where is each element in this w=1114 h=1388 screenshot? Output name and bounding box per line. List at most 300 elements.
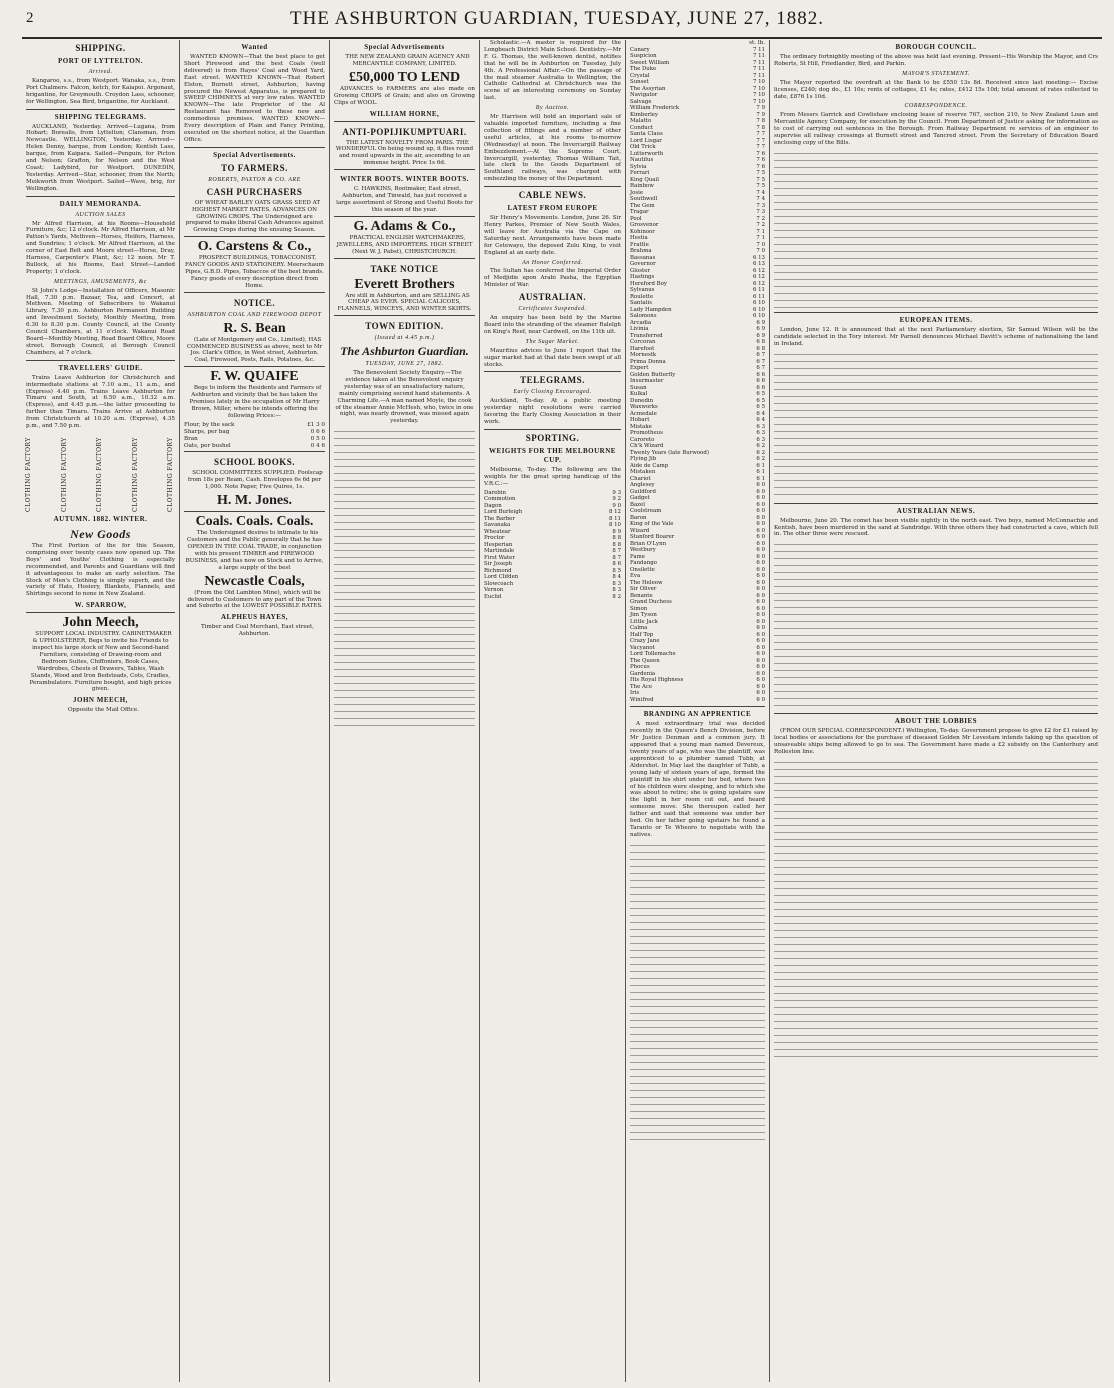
column-wanted bbox=[180, 40, 330, 1382]
horse-weight: 7 8 bbox=[756, 124, 765, 131]
john-meech-text: SUPPORT LOCAL INDUSTRY. CABINETMAKER & UPHOLSTERER, Begs to invite his Friends to inspect his large stock of New and Second-hand Furniture, consisting of Drawing-room and Bedroom Suites, Chiffoniers, Book Cases, Wardrobes, Chests of Drawers, Tables, Wash Stands, Wood and Iron Bedsteads, Cots, Cradles, Perambulators. Furniture bought, and high prices given. bbox=[29, 631, 172, 693]
horse-name: Tragar bbox=[630, 209, 649, 216]
horse-weight: 6 6 bbox=[756, 384, 765, 391]
heading-cable-news: CABLE NEWS. bbox=[518, 190, 587, 201]
horse-name: Wizard bbox=[630, 527, 650, 534]
horse-weight: 7 6 bbox=[756, 163, 765, 170]
horse-name: First Water bbox=[484, 554, 515, 561]
horse-weight: 6 7 bbox=[756, 358, 765, 365]
horse-name: Mistaken bbox=[630, 469, 656, 476]
heading-telegrams: TELEGRAMS. bbox=[520, 375, 585, 386]
page-number: 2 bbox=[26, 10, 35, 26]
horse-name: Navigator bbox=[630, 92, 658, 99]
price-row bbox=[184, 443, 325, 450]
horse-weight: 7 10 bbox=[752, 92, 765, 99]
horse-weight: 7 3 bbox=[756, 202, 765, 209]
horse-name: Golden Butterfly bbox=[630, 371, 676, 378]
heading-auction-sales: AUCTION SALES bbox=[75, 211, 126, 218]
horse-weight: 6 12 bbox=[752, 280, 765, 287]
horse-weight: 7 3 bbox=[756, 209, 765, 216]
horse-weight: 7 1 bbox=[756, 235, 765, 242]
horse-weight: 6 0 bbox=[756, 651, 765, 658]
horse-name: Lord Lisgar bbox=[630, 137, 662, 144]
horse-name: Vernon bbox=[484, 587, 504, 594]
guardian-title: The Ashburton Guardian. bbox=[340, 344, 469, 359]
horse-name: Anglesey bbox=[630, 482, 655, 489]
horse-name: Livinia bbox=[630, 326, 649, 333]
text-body bbox=[334, 427, 475, 727]
horse-weight: 6 13 bbox=[752, 261, 765, 268]
horse-name: The Barber bbox=[484, 515, 515, 522]
horse-weight: 7 4 bbox=[756, 189, 765, 196]
horse-name: Kimberley bbox=[630, 111, 659, 118]
horse-name: Frattle bbox=[630, 241, 649, 248]
horse-name: The Queen bbox=[630, 657, 660, 664]
newcastle-title: Newcastle Coals, bbox=[204, 573, 305, 589]
price-value: 0 6 6 bbox=[310, 428, 325, 435]
horse-weight: 6 0 bbox=[756, 573, 765, 580]
horse-weight: 6 4 bbox=[756, 410, 765, 417]
hayes-address: Timber and Coal Merchant, East street, Ashburton. bbox=[201, 624, 314, 638]
horse-name: Gadget bbox=[630, 495, 650, 502]
price-item: Oats, per bushel bbox=[184, 442, 231, 449]
horse-weight: 6 10 bbox=[752, 306, 765, 313]
column-special-ads bbox=[330, 40, 480, 1382]
horse-weight: 6 5 bbox=[756, 397, 765, 404]
school-books-ad bbox=[184, 451, 325, 509]
horse-name: Dagon bbox=[484, 502, 502, 509]
heading-australian-news: AUSTRALIAN NEWS. bbox=[896, 506, 976, 515]
john-meech-address: Opposite the Mail Office. bbox=[67, 707, 140, 714]
horse-name: Hobart bbox=[630, 417, 650, 424]
horse-weight: 6 0 bbox=[756, 534, 765, 541]
local-news-2: Mr Harrison will hold an important sale of valuable imported furniture, including a fine collection of fittings and a number of other useful articles, at his rooms to-morrow (Wednesday) at noon. The Invercargill Railway Embezzlement.—At the Supreme Court, Invercargill, yesterday, Thomas William Tait, late clerk to the Goods Department of Southland railways, was charged with embezzling the money of the Department. bbox=[484, 114, 621, 183]
horse-weight: 9 3 bbox=[612, 489, 621, 496]
horse-weight: 6 0 bbox=[756, 677, 765, 684]
horse-weight: 7 5 bbox=[756, 170, 765, 177]
town-edition bbox=[334, 315, 475, 425]
horse-weight: 8 10 bbox=[608, 522, 621, 529]
horse-weight: 6 2 bbox=[756, 443, 765, 450]
horse-name: Kohinoor bbox=[630, 228, 655, 235]
horse-weight: 6 11 bbox=[752, 293, 765, 300]
horse-weight: 6 0 bbox=[756, 696, 765, 703]
horse-weight: 6 0 bbox=[756, 488, 765, 495]
horse-weight: 7 4 bbox=[756, 196, 765, 203]
horse-weight: 7 10 bbox=[752, 85, 765, 92]
horse-name: Suspicion bbox=[630, 53, 657, 60]
divider bbox=[774, 312, 1098, 313]
heading-daily-memoranda: DAILY MEMORANDA. bbox=[59, 199, 142, 208]
boots-text: C. HAWKINS, Bootmaker, East street, Ashburton, and Tinwald, has just received a large assortment of Strong and Useful Boots for this season of the year. bbox=[336, 186, 473, 213]
vertical-text: CLOTHING FACTORY bbox=[167, 437, 175, 512]
horse-name: Harefoot bbox=[630, 345, 655, 352]
horse-name: Southwell bbox=[630, 196, 658, 203]
horse-weight: 8 3 bbox=[612, 580, 621, 587]
horse-weight: 8 7 bbox=[612, 548, 621, 555]
divider bbox=[26, 109, 175, 110]
horse-weight: 8 6 bbox=[612, 561, 621, 568]
coals-text: The Undersigned desires to intimate to his Customers and the Public generally that he has OPENED IN THE COAL TRADE, in conjunction with his present TIMBER and FIREWOOD BUSINESS, and has now on Stock and to Arrive, a large supply of the best bbox=[185, 530, 324, 571]
local-news: Scholastic.—A master is required for the Longbeach District Main School. Dentistry.—Mr F. G. Thomas, the well-known dentist, notifies that he will be in Ashburton on Tuesday, July 4th. A Professional Affair.—On the passage of the mail steamer Australia to Wellington, the Catholic Cathedral at Christchurch was the scene of an interesting ceremony on Sunday last. bbox=[484, 40, 621, 102]
horse-weight: 6 0 bbox=[756, 560, 765, 567]
horse-weight: 7 7 bbox=[756, 144, 765, 151]
horse-name: Crazy Jane bbox=[630, 638, 660, 645]
heading-latest-europe: LATEST FROM EUROPE bbox=[507, 204, 598, 213]
horse-name: Kulkal bbox=[630, 391, 648, 398]
horse-weight: 7 11 bbox=[752, 46, 765, 53]
horse-name: Grand Duchess bbox=[630, 599, 672, 606]
school-books-title: SCHOOL BOOKS. bbox=[213, 457, 296, 468]
divider bbox=[26, 360, 175, 361]
horse-name: Promotheus bbox=[630, 430, 663, 437]
horse-name: Hestia bbox=[630, 235, 648, 242]
divider bbox=[774, 713, 1098, 714]
school-books-text: SCHOOL COMMITTEES SUPPLIED. Foolscap from 18s per Ream, Cash. Envelopes 6s 6d per 1,000. Note Paper, Five Quires, 1s. bbox=[187, 470, 323, 491]
horse-weight: 6 2 bbox=[756, 449, 765, 456]
horse-name: Ferrari bbox=[630, 170, 650, 177]
horse-weight: 8 5 bbox=[612, 567, 621, 574]
bean-ad bbox=[184, 292, 325, 365]
australian-news-text: Melbourne, June 20. The comet has been visible nightly in the north east. Two boys, named McConnachie and Kentish, have been murdered in the sand at Sandridge. With three others they had constructed a cave, which fell in. The other three were rescued. bbox=[774, 517, 1098, 538]
horse-name: The Duke bbox=[630, 66, 657, 73]
council-intro: The ordinary fortnightly meeting of the above was held last evening. Present—His Worship the Mayor, and Crs Roberts, St Hill, Friedlander, Bird, and Parkin. bbox=[774, 54, 1098, 67]
adams-title: G. Adams & Co., bbox=[353, 218, 456, 234]
column-news bbox=[480, 40, 626, 1382]
horse-name: Crystal bbox=[630, 72, 650, 79]
heading-european-items: EUROPEAN ITEMS. bbox=[899, 315, 973, 324]
horse-name: Salomons bbox=[630, 313, 657, 320]
horse-weight: 9 2 bbox=[612, 496, 621, 503]
horse-name: Simon bbox=[630, 605, 648, 612]
correspondence-text: From Messrs Garrick and Cowlishaw enclosing lease of reserve 767, section 210, to New Zealand Loan and Mercantile Agency Company, for execution by the Council. From Department of Justice asking for information as to cost of carrying out sentences in the Borough. From Railway Department re services of an engineer to supervise all railway crossings at Burnett street and Tancred street. From the Secretary of Education Board enclosing copy of the Bills. bbox=[774, 112, 1098, 146]
heading-early-closing: Early Closing Encouraged. bbox=[513, 389, 592, 396]
branding-text: A most extraordinary trial was decided recently in the Queen's Bench Division, before Mr Justice Denman and a common jury. It appeared that a young man named Devereux, twenty years of age, who was the plaintiff, was apprenticed to a plumber named Tubb, at Aldershot. In May last the daughter of Tubb, a young lady of sixteen years of age, formed the plaintiff in his shirt under her bed, where two of his children were sleeping, and to which she was about to retire; she is going upstairs saw the light in her room cut out, and heard someone move. She thereupon called her father and said that someone was under her bed. On her father going upstairs he found a Taranto or Te Wheoro to negotiate with the natives. bbox=[630, 721, 765, 838]
horse-name: Corcoran bbox=[630, 339, 656, 346]
horse-weight: 6 3 bbox=[756, 436, 765, 443]
heading-lobbies: ABOUT THE LOBBIES bbox=[894, 717, 978, 726]
horse-name: Guildford bbox=[630, 488, 656, 495]
newcastle-text: (From the Old Lambton Mine), which will be delivered to Customers to any part of the Town and Suburbs at the LOWEST POSSIBLE RATES. bbox=[186, 589, 323, 610]
price-item: Bran bbox=[184, 435, 198, 442]
heading-melbourne-cup: WEIGHTS FOR THE MELBOURNE CUP. bbox=[489, 446, 616, 464]
masthead bbox=[0, 0, 1114, 38]
horse-name: Nautilus bbox=[630, 157, 654, 164]
price-item: Sharps, per bag bbox=[184, 428, 230, 435]
town-edition-title: TOWN EDITION. bbox=[365, 321, 444, 332]
horse-weight: 6 0 bbox=[756, 612, 765, 619]
horse-name: Baron bbox=[630, 514, 647, 521]
horse-name: William Frederick bbox=[630, 105, 680, 112]
horse-weight: 7 11 bbox=[752, 72, 765, 79]
horse-name: Slowcoach bbox=[484, 580, 514, 587]
horse-weight: 7 10 bbox=[752, 79, 765, 86]
horse-name: Mornestk bbox=[630, 352, 657, 359]
heading-shipping-telegrams: SHIPPING TELEGRAMS. bbox=[54, 112, 147, 121]
horse-weight: 6 0 bbox=[756, 547, 765, 554]
horse-name: King Quail bbox=[630, 176, 659, 183]
horse-name: Prima Donna bbox=[630, 358, 666, 365]
horse-name: Grosvenor bbox=[630, 222, 659, 229]
guardian-date: TUESDAY, JUNE 27, 1882. bbox=[365, 361, 444, 368]
hayes-signature: ALPHEUS HAYES, bbox=[220, 613, 289, 622]
heading-port: PORT OF LYTTELTON. bbox=[58, 57, 143, 65]
horse-name: Waxworks bbox=[630, 404, 658, 411]
horse-name: Mistake bbox=[630, 423, 652, 430]
horse-name: Iris bbox=[630, 690, 640, 697]
horse-name: Winifred bbox=[630, 696, 654, 703]
divider bbox=[184, 147, 325, 148]
horse-name: Fame bbox=[630, 553, 645, 560]
horse-name: Caroreto bbox=[630, 436, 655, 443]
carstens-text: PROSPECT BUILDINGS, TOBACCONIST, FANCY GOODS AND STATIONERY. Meerschaum Pipes, G.B.D. Pipes, Tobaccos of the best brands. Fancy goods of every description direct from Home. bbox=[185, 255, 324, 289]
horse-weight: 7 5 bbox=[756, 183, 765, 190]
horse-name: Lord Clifden bbox=[484, 574, 519, 581]
horse-name: Lord Burleigh bbox=[484, 509, 523, 516]
horse-name: Little Jack bbox=[630, 618, 658, 625]
horse-weight: 6 4 bbox=[756, 417, 765, 424]
horse-name: Richmond bbox=[484, 567, 512, 574]
horse-weight: 8 4 bbox=[612, 574, 621, 581]
horse-weight: 6 1 bbox=[756, 462, 765, 469]
early-closing-text: Auckland, To-day. At a public meeting yesterday night resolutions were carried favoring the Early Closing Association in their work. bbox=[484, 398, 621, 426]
horse-weight: 6 0 bbox=[756, 657, 765, 664]
horse-name: Santalis bbox=[630, 300, 652, 307]
horse-weight: 7 2 bbox=[756, 215, 765, 222]
horse-weight: 6 0 bbox=[756, 605, 765, 612]
horse-weight: 8 8 bbox=[612, 535, 621, 542]
horse-weight: 6 0 bbox=[756, 540, 765, 547]
text-body bbox=[774, 350, 1098, 500]
horse-name: Fandango bbox=[630, 560, 657, 567]
heading-meetings: MEETINGS, AMUSEMENTS, &c bbox=[54, 278, 147, 285]
horse-weight: 7 0 bbox=[756, 241, 765, 248]
horse-name: Jim Tyson bbox=[630, 612, 657, 619]
horse-name: Hereford Boy bbox=[630, 280, 667, 287]
horse-name: Bazel bbox=[630, 501, 645, 508]
horse-weight: 6 0 bbox=[756, 508, 765, 515]
weights-table bbox=[484, 490, 621, 601]
divider bbox=[484, 371, 621, 372]
text-body bbox=[774, 540, 1098, 710]
by-auction-heading: By Auction. bbox=[535, 105, 570, 112]
bean-text: (Late of Montgomery and Co., Limited), HAS COMMENCED BUSINESS as above, next to Mr Jos. Clark's Office, in West street, Ashburton. Coal, Firewood, Posts, Rails, Potatoes, &c. bbox=[186, 336, 323, 364]
heading-cash-purchasers: CASH PURCHASERS bbox=[206, 186, 303, 197]
horse-weight: 6 0 bbox=[756, 495, 765, 502]
horse-name: Martindale bbox=[484, 548, 515, 555]
horse-weight: 8 2 bbox=[612, 593, 621, 600]
vertical-text: CLOTHING FACTORY bbox=[131, 437, 139, 512]
horse-name: Insurmaster bbox=[630, 378, 664, 385]
quaife-ad bbox=[184, 366, 325, 449]
horse-weight: 7 11 bbox=[752, 66, 765, 73]
price-value: £1 3 0 bbox=[307, 421, 325, 428]
novelty-title: ANTI-POPIJIKUMPTUARI. bbox=[342, 126, 467, 137]
horse-name: Half Top bbox=[630, 631, 654, 638]
mayors-statement: The Mayor reported the overdraft at the Bank to be £550 13s 8d. Received since last meeting:— Excise licenses, £240; dog do., £1 10s; rents of cottages, £1 4s; rates, £412 15s 10d; total amount of rates collected to date, £876 1s 10d. bbox=[774, 79, 1098, 100]
horse-name: Euclid bbox=[484, 593, 502, 600]
horse-name: Commotion bbox=[484, 496, 516, 503]
horse-weight: 8 9 bbox=[612, 528, 621, 535]
horse-weight: 6 12 bbox=[752, 274, 765, 281]
horse-weight: 6 0 bbox=[756, 482, 765, 489]
horse-weight: 6 0 bbox=[756, 625, 765, 632]
masthead-rule bbox=[22, 37, 1102, 39]
horse-weight: 6 9 bbox=[756, 319, 765, 326]
adams-text: PRACTICAL ENGLISH WATCHMAKERS, JEWELLERS, AND IMPORTERS. HIGH STREET (Next W. J. Pabst), CHRISTCHURCH. bbox=[336, 234, 473, 255]
horse-name: Hastings bbox=[630, 274, 655, 281]
horse-name: Conduct bbox=[630, 124, 653, 131]
horse-name: Coolstream bbox=[630, 508, 662, 515]
horse-weight: 8 12 bbox=[608, 509, 621, 516]
horse-weight: 6 0 bbox=[756, 566, 765, 573]
horse-name: Transferred bbox=[630, 332, 663, 339]
take-notice: TAKE NOTICE bbox=[370, 263, 439, 274]
horse-name: Chariot bbox=[630, 475, 651, 482]
horse-name: Malatto bbox=[630, 118, 652, 125]
horse-name: Proctor bbox=[484, 535, 505, 542]
melbourne-cup-intro: Melbourne, To-day. The following are the weights for the great spring handicap of the V.R.C.:— bbox=[484, 466, 621, 487]
heading-special-ads: Special Advertisements. bbox=[213, 150, 296, 159]
horse-name: The Gem bbox=[630, 202, 655, 209]
price-row bbox=[184, 429, 325, 436]
coal-depot: ASHBURTON COAL AND FIREWOOD DEPOT bbox=[187, 311, 322, 318]
horse-name: King of the Vale bbox=[630, 521, 674, 528]
horse-name: Acmedale bbox=[630, 410, 657, 417]
horse-weight: 6 7 bbox=[756, 352, 765, 359]
horse-weight: 8 8 bbox=[612, 541, 621, 548]
sugar-text: Mauritius advices to June 1 report that the sugar market had at that date been swept of all stocks. bbox=[484, 347, 621, 368]
horse-name: Santa Claus bbox=[630, 131, 663, 138]
horse-weight: 8 11 bbox=[608, 515, 621, 522]
horse-name: Ch'k Wizard bbox=[630, 443, 664, 450]
heading-shipping: SHIPPING. bbox=[75, 43, 126, 53]
heading-sporting: SPORTING. bbox=[525, 432, 580, 443]
honor-text: The Sultan has conferred the Imperial Order of Medjidie upon Arabi Pasha, the Egyptian Minister of War. bbox=[484, 268, 621, 289]
horse-name: Susan bbox=[630, 384, 647, 391]
horse-name: Old Trick bbox=[630, 144, 656, 151]
horse-weight: 6 0 bbox=[756, 670, 765, 677]
horse-weight: 7 8 bbox=[756, 118, 765, 125]
horse-name: Roulette bbox=[630, 293, 654, 300]
horse-weight: 8 3 bbox=[612, 587, 621, 594]
horse-weight: 6 10 bbox=[752, 313, 765, 320]
horse-name: Brahma bbox=[630, 248, 652, 255]
heading-arrived: Arrived. bbox=[88, 69, 113, 75]
horse-name: Wheatear bbox=[484, 528, 511, 535]
column-council bbox=[770, 40, 1102, 1382]
horse-weight: 6 0 bbox=[756, 690, 765, 697]
horse-weight: 6 0 bbox=[756, 638, 765, 645]
price-value: 0 4 6 bbox=[310, 442, 325, 449]
heading-borough-council: BOROUGH COUNCIL. bbox=[895, 43, 977, 51]
horse-weight: 7 9 bbox=[756, 111, 765, 118]
quaife-title: F. W. QUAIFE bbox=[210, 369, 299, 385]
horse-weight: 6 0 bbox=[756, 586, 765, 593]
editorial-text: The Benevolent Society Enquiry.—The evidence taken at the Benevolent enquiry yesterday was of an unsatisfactory nature, mainly comprising second hand statements. A Charming Life.—A man named Moyle, the cook of the steamer Annie McHesh, who, twice in one night, was nearly drowned, was missed again yesterday. bbox=[335, 370, 474, 425]
horse-weight: 9 0 bbox=[612, 502, 621, 509]
horse-name: Benante bbox=[630, 592, 653, 599]
horse-weight: 6 0 bbox=[756, 683, 765, 690]
advances-text: ADVANCES to FARMERS are also made on Growing CROPS of Grain; and also on Growing Clips of WOOL. bbox=[334, 85, 475, 106]
horse-name: Sunset bbox=[630, 79, 649, 86]
john-meech-signature: JOHN MEECH, bbox=[73, 696, 128, 705]
horse-weight: 7 2 bbox=[756, 222, 765, 229]
horse-weight: 6 11 bbox=[752, 287, 765, 294]
horse-weight: 6 9 bbox=[756, 326, 765, 333]
horse-weight: 6 6 bbox=[756, 378, 765, 385]
clothing-factory-border bbox=[26, 432, 175, 512]
horse-weight: 6 0 bbox=[756, 618, 765, 625]
cash-purchasers-text: OF WHEAT BARLEY OATS GRASS SEED AT HIGHEST MARKET RATES. ADVANCES ON GROWING CROPS. The Undersigned are prepared to make liberal Cash Advances against Growing Crops during the ensuing Season. bbox=[185, 199, 324, 234]
horse-name: Onsilette bbox=[630, 566, 655, 573]
horse-name: Westbury bbox=[630, 547, 656, 554]
carstens-ad bbox=[184, 236, 325, 290]
heading-sparrow: W. SPARROW, bbox=[74, 601, 127, 610]
masthead-title: THE ASHBURTON GUARDIAN, TUESDAY, JUNE 27, 1882. bbox=[290, 8, 824, 29]
coals-title: Coals. Coals. Coals. bbox=[195, 514, 314, 530]
meetings-list: St John's Lodge—Installation of Officers, Masonic Hall, 7.30 p.m. Bazaar, Tea, and Concert, at Methven. Meeting of Subscribers to Wakanui Library, 7.30 p.m. Ashburton Permanent Building and Investment Society, Monthly Meeting, from 6.30 to 8.30 p.m. County Council, at the County Council Chambers, at 11 o'clock. Wakanui Road Board—Monthly Meeting, Road Board Office, Moore street. Borough Council, at Borough Council Chambers, at 7 o'clock. bbox=[26, 287, 175, 356]
horse-weight: 7 1 bbox=[756, 228, 765, 235]
new-goods-text: The First Portion of the for this Season, comprising over twenty cases now opened up. The Boys' and Youths' Clothing is especially recommended, and Parents and Guardians will find it advantageous to make an early selection. The Stock of Men's Clothing is simply superb, and the variety of Hats, Hosiery, Blankets, Flannels, and Shirtings second to none in New Zealand. bbox=[26, 542, 175, 598]
carstens-title: O. Carstens & Co., bbox=[197, 239, 312, 255]
horne-signature: WILLIAM HORNE, bbox=[369, 109, 440, 118]
bean-title: R. S. Bean bbox=[223, 320, 286, 336]
horse-weight: 6 0 bbox=[756, 592, 765, 599]
john-meech-title: John Meech, bbox=[62, 615, 139, 631]
horse-name: Sir Oliver bbox=[630, 586, 657, 593]
heading-honor: An Honor Conferred. bbox=[522, 259, 583, 266]
horse-weight: 6 0 bbox=[756, 501, 765, 508]
boots-title: WINTER BOOTS. WINTER BOOTS. bbox=[340, 175, 469, 184]
heading-australian: AUSTRALIAN. bbox=[518, 292, 587, 303]
heading-sugar: The Sugar Market. bbox=[525, 338, 580, 345]
vertical-text: CLOTHING FACTORY bbox=[25, 437, 32, 512]
horse-name: Expert bbox=[630, 365, 649, 372]
text-body bbox=[774, 149, 1098, 309]
horse-weight: 7 6 bbox=[756, 150, 765, 157]
horse-weight: 6 1 bbox=[756, 475, 765, 482]
horse-weight: 6 0 bbox=[756, 521, 765, 528]
heading-certificates: Certificates Suspended. bbox=[518, 306, 587, 313]
horse-weight: 6 2 bbox=[756, 456, 765, 463]
vertical-text: CLOTHING FACTORY bbox=[60, 437, 68, 512]
heading-special-ads-2: Special Advertisements bbox=[364, 43, 445, 51]
horse-name: The Heleow bbox=[630, 579, 663, 586]
horse-weight: 8 7 bbox=[612, 554, 621, 561]
heading-autumn-winter: AUTUMN. 1882. WINTER. bbox=[53, 514, 148, 523]
text-body bbox=[774, 758, 1098, 1058]
cable-news-text: Sir Henry's Movements. London, June 26. Sir Henry Parkes, Premier of New South Wales, will leave for Australia via the Cape on Saturday next. Arrangements have been made for Cetewayo, the deposed Zulu King, to visit England at an early date. bbox=[484, 215, 621, 256]
heading-mayors-statement: MAYOR'S STATEMENT. bbox=[902, 70, 970, 77]
shipping-arrivals: Kangaroo, s.s., from Westport. Wanaka, s.s., from Port Chalmers. Falcon, ketch, for Kaiapoi. Argonaut, brigantine, for Greymouth. Croydon Lass, schooner, for Wellington. Sea Bird, brigantine, for Auckland. bbox=[26, 77, 175, 105]
horse-name: Sylvanus bbox=[630, 287, 655, 294]
travellers-guide: Trains Leave Ashburton for Christchurch and intermediate stations at 7.10 a.m., 11 a.m., and (Express) 4.40 p.m. Trains Leave Ashburton for Timaru and South, at 6.50 a.m., 10.32 a.m. (Express), and 4.45 p.m.—the latter proceeding to further than Timaru. Trains Arrive at Ashburton from Christchurch at 10.20 a.m. (Express), 4.35 p.m., and 7.50 p.m. bbox=[26, 374, 175, 430]
horse-weight: 7 6 bbox=[756, 157, 765, 164]
horse-name: Josie bbox=[630, 189, 644, 196]
price-item: Flour, by the sack bbox=[184, 421, 235, 428]
horse-name: The Ace bbox=[630, 683, 653, 690]
horse-name: Pool bbox=[630, 215, 642, 222]
horse-weight: 6 12 bbox=[752, 267, 765, 274]
price-row bbox=[184, 436, 325, 443]
john-meech-ad bbox=[26, 612, 175, 714]
weight-row bbox=[484, 594, 621, 601]
horse-name: Salvage bbox=[630, 98, 652, 105]
novelty-ad bbox=[334, 121, 475, 168]
divider bbox=[630, 706, 765, 707]
notice-title: NOTICE. bbox=[233, 297, 276, 308]
